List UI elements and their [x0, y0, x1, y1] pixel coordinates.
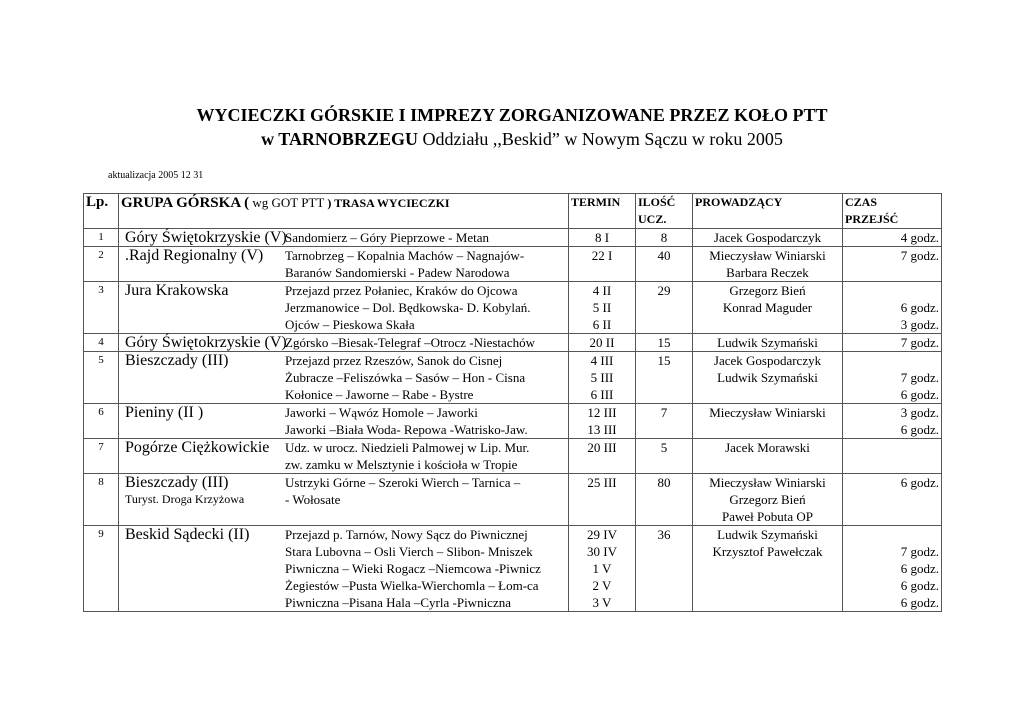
cell-group-route — [119, 247, 569, 282]
cell-lp: 6 — [84, 404, 119, 439]
header-count — [636, 194, 693, 229]
term-line: 6 II — [592, 317, 612, 332]
term-line: 29 IV — [587, 527, 617, 542]
time-line: 4 godz. — [900, 230, 939, 245]
group-name-text: Pieniny (II ) — [125, 404, 204, 421]
cell-leaders — [693, 526, 843, 612]
route-line: Udz. w urocz. Niedzieli Palmowej w Lip. Mur. — [285, 440, 530, 455]
time-line: 6 godz. — [900, 300, 939, 315]
term-line: 6 III — [590, 387, 614, 402]
header-group — [119, 194, 569, 229]
route — [285, 526, 566, 611]
title-line-1: WYCIECZKI GÓRSKIE I IMPREZY ZORGANIZOWANE PRZEZ KOŁO PTT — [196, 105, 828, 125]
route — [285, 439, 566, 473]
term-line: 4 III — [590, 353, 614, 368]
header-count-b: UCZ. — [638, 212, 667, 226]
time-line — [845, 526, 939, 543]
time-line: 3 godz. — [900, 317, 939, 332]
group-name — [121, 404, 285, 438]
group-name — [121, 334, 285, 351]
term-line: 2 V — [592, 578, 612, 593]
route-line: Kołonice – Jaworne – Rabe - Bystre — [285, 387, 474, 402]
group-route-wrap — [121, 352, 566, 403]
time-line — [845, 439, 939, 456]
header-time-b: PRZEJŚĆ — [845, 212, 899, 226]
time-line: 7 godz. — [900, 335, 939, 350]
cell-time — [843, 439, 942, 474]
route-line: Tarnobrzeg – Kopalnia Machów – Nagnajów- — [285, 248, 525, 263]
route-line: Zgórsko –Biesak-Telegraf –Otrocz -Niestachów — [285, 335, 535, 350]
time-line: 6 godz. — [900, 561, 939, 576]
table-row — [84, 404, 942, 439]
leader-name: Jacek Gospodarczyk — [713, 353, 822, 368]
term-line: 20 III — [587, 440, 617, 455]
leader-name: Mieczysław Winiarski — [709, 405, 826, 420]
table-row — [84, 474, 942, 526]
leader-name: Jacek Morawski — [725, 440, 810, 455]
term-line: 8 I — [594, 230, 610, 245]
group-name-text: Bieszczady (III) — [125, 474, 229, 491]
group-name-text: Jura Krakowska — [125, 282, 229, 299]
route-line: Przejazd p. Tarnów, Nowy Sącz do Piwnicznej — [285, 527, 528, 542]
cell-term — [569, 229, 636, 247]
header-time — [843, 194, 942, 229]
term-line: 5 II — [592, 300, 612, 315]
table-row — [84, 247, 942, 282]
term-line: 4 II — [592, 283, 612, 298]
route — [285, 282, 566, 333]
time-line: 6 godz. — [900, 578, 939, 593]
cell-term — [569, 247, 636, 282]
cell-term — [569, 334, 636, 352]
cell-term — [569, 439, 636, 474]
document-title — [0, 103, 1024, 151]
table-row — [84, 229, 942, 247]
leader-name: Barbara Reczek — [726, 265, 809, 280]
group-name — [121, 247, 285, 281]
leader-name: Paweł Pobuta OP — [722, 509, 813, 524]
header-group-a: GRUPA GÓRSKA ( — [121, 195, 250, 211]
cell-leaders — [693, 247, 843, 282]
route-line: Baranów Sandomierski - Padew Narodowa — [285, 265, 510, 280]
header-term: TERMIN — [569, 194, 636, 229]
time-line: 3 godz. — [900, 405, 939, 420]
cell-term — [569, 352, 636, 404]
leader-name: Konrad Maguder — [722, 300, 813, 315]
cell-group-route — [119, 439, 569, 474]
term-line: 3 V — [592, 595, 612, 610]
group-name-text: Beskid Sądecki (II) — [125, 526, 250, 543]
group-name — [121, 439, 285, 473]
route-line: Jaworki –Biała Woda- Repowa -Watrisko-Jaw. — [285, 422, 528, 437]
trips-table — [83, 193, 942, 612]
term-line: 5 III — [590, 370, 614, 385]
group-name — [121, 282, 285, 333]
time-line: 6 godz. — [900, 475, 939, 490]
route — [285, 247, 566, 281]
time-line: 7 godz. — [900, 544, 939, 559]
route-line: Stara Lubovna – Osli Vierch – Slibon- Mniszek — [285, 544, 533, 559]
header-lp: Lp. — [84, 194, 119, 229]
cell-leaders — [693, 334, 843, 352]
cell-group-route — [119, 474, 569, 526]
route-line: Jaworki – Wąwóz Homole – Jaworki — [285, 405, 478, 420]
cell-lp: 2 — [84, 247, 119, 282]
cell-group-route — [119, 334, 569, 352]
cell-term — [569, 282, 636, 334]
cell-leaders — [693, 352, 843, 404]
cell-count: 40 — [636, 247, 693, 282]
group-route-wrap — [121, 526, 566, 611]
route — [285, 334, 566, 351]
term-line: 30 IV — [587, 544, 617, 559]
header-leaders: PROWADZĄCY — [693, 194, 843, 229]
cell-lp: 5 — [84, 352, 119, 404]
route-line: Jerzmanowice – Dol. Będkowska- D. Kobylań. — [285, 300, 531, 315]
term-line: 13 III — [587, 422, 617, 437]
table-row — [84, 282, 942, 334]
leader-name: Ludwik Szymański — [717, 335, 818, 350]
group-name — [121, 229, 285, 246]
term-line: 12 III — [587, 405, 617, 420]
cell-group-route — [119, 282, 569, 334]
group-subtitle: Turyst. Droga Krzyżowa — [125, 492, 245, 506]
cell-count: 15 — [636, 352, 693, 404]
cell-lp: 4 — [84, 334, 119, 352]
cell-group-route — [119, 526, 569, 612]
cell-term — [569, 526, 636, 612]
route-line: - Wołosate — [285, 492, 341, 507]
route-line: Żubracze –Feliszówka – Sasów – Hon - Cisna — [285, 370, 526, 385]
group-name-text: Pogórze Ciężkowickie — [125, 439, 270, 456]
cell-count: 36 — [636, 526, 693, 612]
route — [285, 404, 566, 438]
cell-time — [843, 247, 942, 282]
cell-time — [843, 334, 942, 352]
cell-leaders — [693, 282, 843, 334]
cell-leaders — [693, 474, 843, 526]
cell-count: 8 — [636, 229, 693, 247]
cell-leaders — [693, 439, 843, 474]
cell-time — [843, 352, 942, 404]
group-route-wrap — [121, 229, 566, 246]
header-time-a: CZAS — [845, 195, 878, 209]
cell-group-route — [119, 404, 569, 439]
group-name-text: Bieszczady (III) — [125, 352, 229, 369]
route-line: zw. zamku w Melsztynie i kościoła w Tropie — [285, 457, 518, 472]
table-row — [84, 334, 942, 352]
cell-lp: 1 — [84, 229, 119, 247]
route — [285, 352, 566, 403]
leader-name: Krzysztof Pawełczak — [712, 544, 823, 559]
term-line: 20 II — [589, 335, 615, 350]
table-header-row — [84, 194, 942, 229]
route-line: Ojców – Pieskowa Skała — [285, 317, 415, 332]
cell-term — [569, 474, 636, 526]
cell-leaders — [693, 404, 843, 439]
time-line: 7 godz. — [900, 248, 939, 263]
route-line: Piwniczna – Wieki Rogacz –Niemcowa -Piwnicz — [285, 561, 541, 576]
table-row — [84, 352, 942, 404]
group-route-wrap — [121, 404, 566, 438]
term-line: 22 I — [591, 248, 613, 263]
title-line-2-rest: Oddziału ,,Beskid” w Nowym Sączu w roku 2005 — [417, 129, 783, 149]
time-line — [845, 282, 939, 299]
route-line: Przejazd przez Połaniec, Kraków do Ojcowa — [285, 283, 518, 298]
route — [285, 229, 566, 246]
cell-leaders — [693, 229, 843, 247]
header-count-a: ILOŚĆ — [638, 195, 676, 209]
cell-time — [843, 229, 942, 247]
term-line: 25 III — [587, 475, 617, 490]
cell-lp: 8 — [84, 474, 119, 526]
header-group-b: wg GOT PTT — [249, 195, 328, 210]
cell-count: 7 — [636, 404, 693, 439]
route-line: Przejazd przez Rzeszów, Sanok do Cisnej — [285, 353, 503, 368]
route-line: Ustrzyki Górne – Szeroki Wierch – Tarnica – — [285, 475, 521, 490]
leader-name: Jacek Gospodarczyk — [713, 230, 822, 245]
group-name-text: Góry Świętokrzyskie (V) — [125, 229, 287, 246]
group-route-wrap — [121, 282, 566, 333]
group-name-text: .Rajd Regionalny (V) — [125, 247, 264, 264]
group-route-wrap — [121, 439, 566, 473]
cell-count: 15 — [636, 334, 693, 352]
header-group-c: ) TRASA WYCIECZKI — [327, 196, 450, 210]
cell-time — [843, 474, 942, 526]
cell-count: 5 — [636, 439, 693, 474]
group-route-wrap — [121, 247, 566, 281]
cell-lp: 7 — [84, 439, 119, 474]
cell-count: 29 — [636, 282, 693, 334]
time-line: 6 godz. — [900, 595, 939, 610]
title-line-2 — [0, 127, 1024, 151]
leader-name: Grzegorz Bień — [729, 283, 806, 298]
term-line: 1 V — [592, 561, 612, 576]
time-line: 6 godz. — [900, 387, 939, 402]
cell-lp: 9 — [84, 526, 119, 612]
cell-time — [843, 526, 942, 612]
update-date: aktualizacja 2005 12 31 — [108, 170, 204, 181]
title-line-2-bold: w TARNOBRZEGU — [261, 129, 418, 149]
leader-name: Ludwik Szymański — [717, 370, 818, 385]
table-row — [84, 439, 942, 474]
group-name — [121, 474, 285, 508]
route-line: Sandomierz – Góry Pieprzowe - Metan — [285, 230, 489, 245]
route-line: Piwniczna –Pisana Hala –Cyrla -Piwniczna — [285, 595, 511, 610]
group-route-wrap — [121, 334, 566, 351]
time-line: 7 godz. — [900, 370, 939, 385]
leader-name: Mieczysław Winiarski — [709, 475, 826, 490]
cell-count: 80 — [636, 474, 693, 526]
group-name — [121, 526, 285, 611]
cell-term — [569, 404, 636, 439]
route-line: Żegiestów –Pusta Wielka-Wierchomla – Łom-ca — [285, 578, 539, 593]
group-name-text: Góry Świętokrzyskie (V) — [125, 334, 287, 351]
cell-group-route — [119, 229, 569, 247]
cell-time — [843, 282, 942, 334]
group-name — [121, 352, 285, 403]
leader-name: Ludwik Szymański — [717, 527, 818, 542]
cell-group-route — [119, 352, 569, 404]
route — [285, 474, 566, 508]
time-line — [845, 352, 939, 369]
time-line: 6 godz. — [900, 422, 939, 437]
cell-lp: 3 — [84, 282, 119, 334]
group-route-wrap — [121, 474, 566, 508]
leader-name: Mieczysław Winiarski — [709, 248, 826, 263]
table-row — [84, 526, 942, 612]
cell-time — [843, 404, 942, 439]
leader-name: Grzegorz Bień — [729, 492, 806, 507]
